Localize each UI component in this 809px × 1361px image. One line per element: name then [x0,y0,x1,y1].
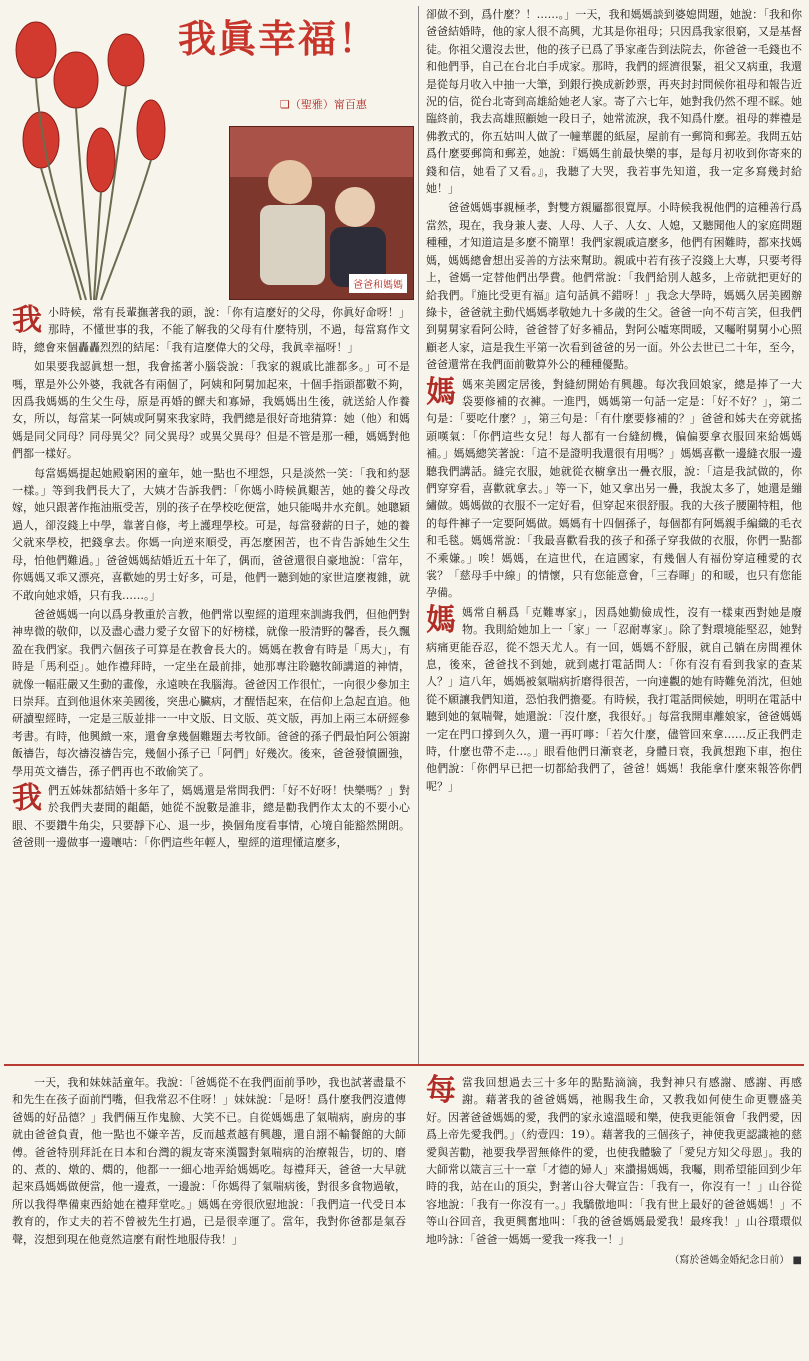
right-column-text [426,6,802,1062]
paragraph: 媽媽常自稱爲「克難專家」，因爲她勤儉成性，沒有一樣東西對她是廢物。我則給她加上一「家」一「忍耐專家」。除了對環境能堅忍，她對病痛更能吞忍，從不怨天尤人。有一回，媽媽不舒服，就自己躺在房間裡休息，後來，爸爸找不到她，就到處打電話問人：「你有沒有看到我家的查某人？」這八年，媽媽被氣喘病折磨得很苦，一向達觀的她有時難免消沈，但她從不願讓我們知道，恐怕我們擔憂。有時候，我打電話問候她，明明在電話中聽到她的氣喘聲，她還說：「沒什麼，我很好。」每當我開車離娘家，爸爸媽媽一定在門口撐到久久，還一再叮嚀：「若欠什麼，儘管回來拿……反正我們走時，什麼也帶不走…。」眼看他們日漸衰老，身體日衰，我眞想跑下車，抱住他們說：「你們早已把一切都給我們了，爸爸！媽媽！我能拿什麼來報答你們呢？」 [426,602,802,793]
photo-caption: 爸爸和媽媽 [349,274,407,293]
footnote-line [426,1252,802,1269]
horizontal-divider [4,1064,804,1066]
carnation-illustration [6,10,178,310]
paragraph: 一天，我和妹妹話童年。我說：「爸媽從不在我們面前爭吵，我也試著盡量不和先生在孩子面前鬥嘴，但我常忍不住呀！」妹妹說：「是呀！爲什麼我們沒遺傳爸媽的好品德？」我們倆互作鬼臉、大笑不已。自從媽媽患了氣喘病，廚房的事就由爸爸負責，他一點也不嫌辛苦，反而越煮越有興趣，還自詡不輸餐館的大師傅。爸爸特別拜託在日本和台灣的親友寄來漢醫對氣喘病的治療報告，切的、磨的、煮的、燉的、燜的，他都一一細心地弄給媽媽吃。每禮拜天，爸爸一大早就起來爲媽媽做便當，他一邊煮，一邊說：「你媽得了氣喘病後，對很多食物過敏，所以我得準備東西給她在禮拜堂吃。」媽媽在旁很欣慰地說：「我們這一代受日本教育的，作丈夫的若不曾被先生打過，已是很幸運了。當年，我對你爸都是氣吞聲，沒想到現在他竟然這麼有耐性地服侍我！」 [12,1076,406,1246]
dropcap: 媽 [426,374,456,410]
couple-photo [229,126,414,300]
dropcap: 我 [12,304,42,338]
bottom-right-text [426,1074,802,1354]
dropcap: 我 [12,780,42,816]
paragraph: 爸爸媽媽事親極孝，對雙方親屬都很寬厚。小時候我視他們的這種善行爲當然，現在，我身兼人妻、人母、人子、人女、人媳，又聽聞他人的家庭問題種種，才知道這是多麼不簡單！我們家親戚這麼多，他們有困難時，都來找媽媽，媽媽總會想出妥善的方法來幫助。親戚中若有孩子沒錢上大專，只要考得上，爸媽一定替他們出學費。他們常說：「我們給別人越多，上帝就把更好的給我們。『施比受更有福』這句話眞不錯呀！」我念大學時，媽媽久居美國辦綠卡，爸爸就主動代媽媽孝敬她九十多歲的生父。爸爸一向不苟言笑，但我們到舅舅家看阿公時，爸爸替了好多補品，對阿公噓寒問暖，又囑咐舅舅小心照顧老人家，這是我生平第一次看到爸爸的另一面。外公去世已二十年，至今，爸爸還常在我們面前數算外公的種種優點。 [426,201,802,372]
footnote: （寫於爸媽金婚紀念日前） [669,1255,790,1267]
paragraph: 媽媽來美國定居後，對縫紉開始有興趣。每次我回娘家，總是捧了一大袋要修補的衣褲。一進門，媽媽第一句話一定是：「好不好？」，第二句是：「要吃什麼？」，第三句是：「有什麼要修補的？」爸爸和姊夫在旁就搖頭嘆氣：「你們這些女兒！每人都有一台縫紉機，偏偏要拿衣服回來給媽媽補。」媽媽總笑著說：「這不是證明我還很有用嗎？」媽媽喜歡一邊縫衣服一邊聽我們講話。縫完衣服，她就從衣櫥拿出一疊衣服，說：「這是我試做的，你們穿穿看，喜歡就拿去。」等一下，她又拿出另一疊，我說太多了，她還是繃繡做。媽媽做的衣服不一定好看，但穿起來很舒服。我的大孩子腰圍特粗，他的每件褲子一定要阿媽做。媽媽有十四個孫子，每個都有阿媽親手編織的毛衣和毛毯。媽媽常說：「我最喜歡看我的孩子和孫子穿我做的衣服，你們一點都不乘嫌。」唉！媽媽，在這世代，在這國家，有幾個人有福份穿這種愛的衣裳？「慈母手中線」的情懷，只有您能意會，「三春暉」的和暖，也只有您能孕備。 [426,374,802,600]
dropcap: 每 [426,1074,456,1108]
column-divider [418,6,419,1064]
paragraph: 我小時候，常有長輩撫著我的頭，說：「你有這麼好的父母，你眞好命呀！」那時，不懂世事的我，不能了解我的父母有什麼特別，不過，每當寫作文時，總會來個轟轟烈烈的結尾：「我有這麼偉大的父母，我眞幸福呀！」 [12,304,410,354]
paragraph: 爸爸媽媽一向以爲身教重於言教，他們常以聖經的道理來訓誨我們，但他們對神卑微的敬仰，以及盡心盡力愛子女留下的好榜樣，就像一股清野的馨香，長久飄盈在我們家。我們六個孩子可算是在教會長大的。媽媽在教會有時是「馬大」，有時是「馬利亞」。她作禮拜時，一定坐在最前排，她那專注聆聽牧師講道的神情，就像一幅莊嚴又生動的畫像，永遠映在我腦海。爸爸因工作很忙，一向很少參加主日崇拜。直到他退休來美國後，突患心臟病，才醒悟起來，在信仰上急起直追。他研讀聖經時，一定是三版並排一一中文版、日文版、英文版，再加上兩三本研經參考書。有時，他興緻一來，還會拿幾個難題去考牧師。爸爸的孫子們最怕阿公領謝飯禱告，每次禱沒禱告完，幾個小孫子已「阿們」好幾次。後來，爸爸發憤圖強，學用英文禱告，孫子們再也不敢偷笑了。 [12,607,410,778]
author-byline: ❏（聖雅）甯百惠 [280,98,367,111]
left-column-text [12,304,410,1062]
paragraph: 每當媽媽提起她殿窮困的童年，她一點也不埋怨，只是淡然一笑：「我和約瑟一樣。」等到我們長大了，大姨才告訴我們：「你媽小時候眞艱苦，她的養父母改嫁，她只跟著作拖油瓶受苦，別的孩子在學校吃便當，她只能喝井水充飢。她聰穎過人，卻沒錢上中學，靠著自修，考上護理學校。可是，每當發薪的日子，她的養父就來學校，把錢拿去。你媽一向逆來順受，再怎麼困苦，也不肯告訴她生父生母，怕他們難過。」爸爸媽媽結婚近五十年了，偶而，爸爸還很自豪地說：「當年，你媽媽又乖又漂亮，喜歡她的男士好多，可是，他們一聽到她的家世這麼複雜，就不敢向她求婚，只有我……。」 [12,466,410,602]
bottom-left-text [12,1074,406,1354]
paragraph: 我們五姊妹都結婚十多年了，媽媽還是常問我們：「好不好呀！快樂嗎？」對於我們夫妻間的齟齬，她從不說數是誰非，總是勸我們作太太的不要小心眼、不要鑽牛角尖，只要靜下心、退一步，換個角度看事情，心境自能豁然開朗。爸爸則一邊做事一邊嚷咕：「你們這些年輕人，聖經的道理懂這麼多， [12,780,410,850]
article-title: 我眞幸福！ [178,17,379,61]
paragraph: 如果要我認眞想一想，我會搖著小腦袋說：「我家的親戚比誰都多。」可不是嗎，單是外公外婆，我就各有兩個了，阿姨和阿舅加起來，十個手指頭都數不夠，因爲我媽媽的生父生母，原是再婚的鰥夫和寡婦，我媽媽出生後，就送給人作養女，所以，每當某一阿姨或阿舅來我家時，我們總是很好奇地猜算：她（他）和媽媽是同父同母？同母異父？同父異母？或異父異母？但是不管是那一種，媽媽對他們都一樣好。 [12,360,410,461]
paragraph: 每當我回想過去三十多年的點點滴滴，我對神只有感謝、感謝、再感謝。藉著我的爸爸媽媽，祂賜我生命，又教我如何使生命更豐盛美好。因著爸爸媽媽的愛，我們的家永遠溫暖和樂，使我更能領會「我們愛，因爲上帝先愛我們。」（約壹四：19）。藉著我的三個孩子，神使我更認識祂的慈愛與苦勸，祂要我學習無條件的愛，也使我體驗了「愛兒方知父母恩」。我的大師常以箴言三十一章「才德的婦人」來讚揚媽媽，我囑，則希望能回到少年時的我，站在山的頂尖，對著山谷大聲宣告：「我有一，你沒有一！」山谷從容地說：「我有一你沒有一。」我驕傲地叫：「我有世上最好的爸爸媽媽！」不等山谷回音，我更興奮地叫：「我的爸爸媽媽最愛我！最疼我！」山谷環環似地吟詠：「爸爸一媽媽一愛我一疼我一！」 [426,1074,802,1246]
paragraph: 卻做不到，爲什麼？！……。」一天，我和媽媽談到婆媳問題，她說：「我和你爸爸結婚時，他的家人很不高興，尤其是你祖母；只因爲我家很窮，又是基督徒。你祖父還沒去世，他的孩子已爲了爭家產告到法院去，你爸爸一毛錢也不和他們爭，自己在台北白手成家。那時，我們的經濟很緊，祖父又病重，我還是從每月收入中抽一大筆，到銀行換成新鈔票，再夾封封問候你祖母和報告近況的信，從台北寄到高雄給她老人家。寄了六七年，她對我仍然不理不睬。她臨終前，我去高雄照顧她一段日子，她常流淚，我不知爲什麼。祖母的葬禮是佛教式的，你五姑叫人做了一幢華麗的紙屋，屋前有一郵筒和郵差。我問五姑爲什麼要郵筒和郵差，她說：『媽媽生前最快樂的事，是每月初收到你寄來的錢和信，她看了又看。』，我聽了大哭，我若事先知道，我一定多寫幾封給她！」 [426,8,802,196]
dropcap: 媽 [426,602,456,638]
end-mark: ■ [792,1255,802,1267]
